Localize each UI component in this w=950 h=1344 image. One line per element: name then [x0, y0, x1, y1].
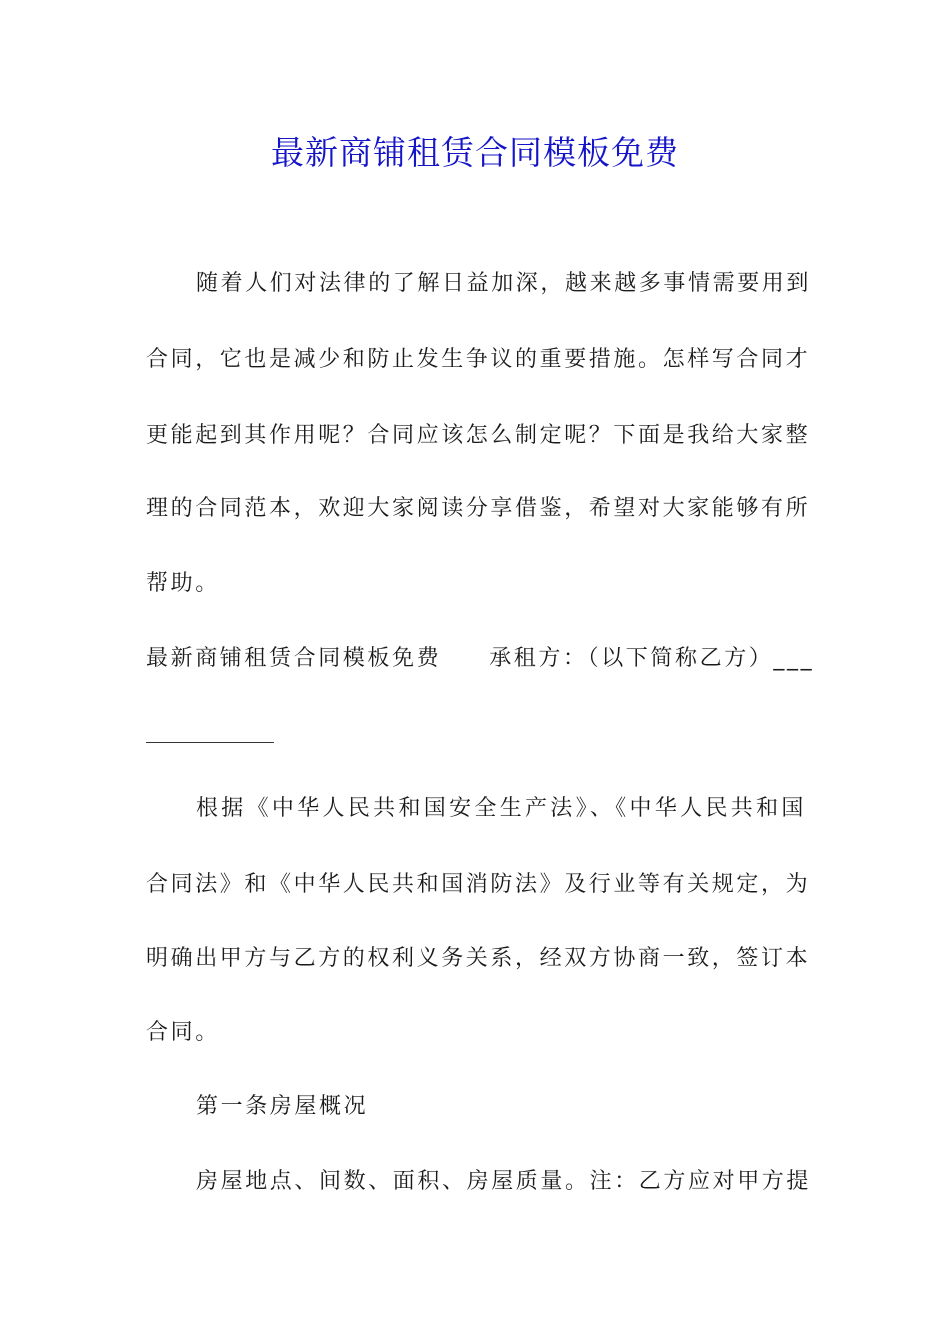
- party-line: [146, 642, 815, 676]
- article-1-title: 第一条房屋概况: [196, 1094, 369, 1119]
- intro-line-3: 更能起到其作用呢？合同应该怎么制定呢？下面是我给大家整: [146, 423, 811, 448]
- party-heading: 最新商铺租赁合同模板免费: [146, 646, 442, 671]
- lessee-blank-line: [146, 742, 274, 743]
- basis-line-4: 合同。: [146, 1020, 220, 1045]
- intro-line-2: 合同，它也是减少和防止发生争议的重要措施。怎样写合同才: [146, 347, 811, 372]
- basis-line-1: 根据《中华人民共和国安全生产法》、《中华人民共和国: [196, 796, 806, 821]
- intro-line-1: 随着人们对法律的了解日益加深，越来越多事情需要用到: [196, 271, 812, 296]
- intro-line-4: 理的合同范本，欢迎大家阅读分享借鉴，希望对大家能够有所: [146, 496, 811, 521]
- intro-line-5: 帮助。: [146, 571, 220, 596]
- basis-line-2: 合同法》和《中华人民共和国消防法》及行业等有关规定，为: [146, 872, 811, 897]
- basis-line-3: 明确出甲方与乙方的权利义务关系，经双方协商一致，签订本: [146, 946, 811, 971]
- article-1-line-1: 房屋地点、间数、面积、房屋质量。注：乙方应对甲方提: [196, 1169, 812, 1194]
- document-title: 最新商铺租赁合同模板免费: [271, 133, 679, 172]
- lessee-label: 承租方：（以下简称乙方）___: [489, 646, 815, 671]
